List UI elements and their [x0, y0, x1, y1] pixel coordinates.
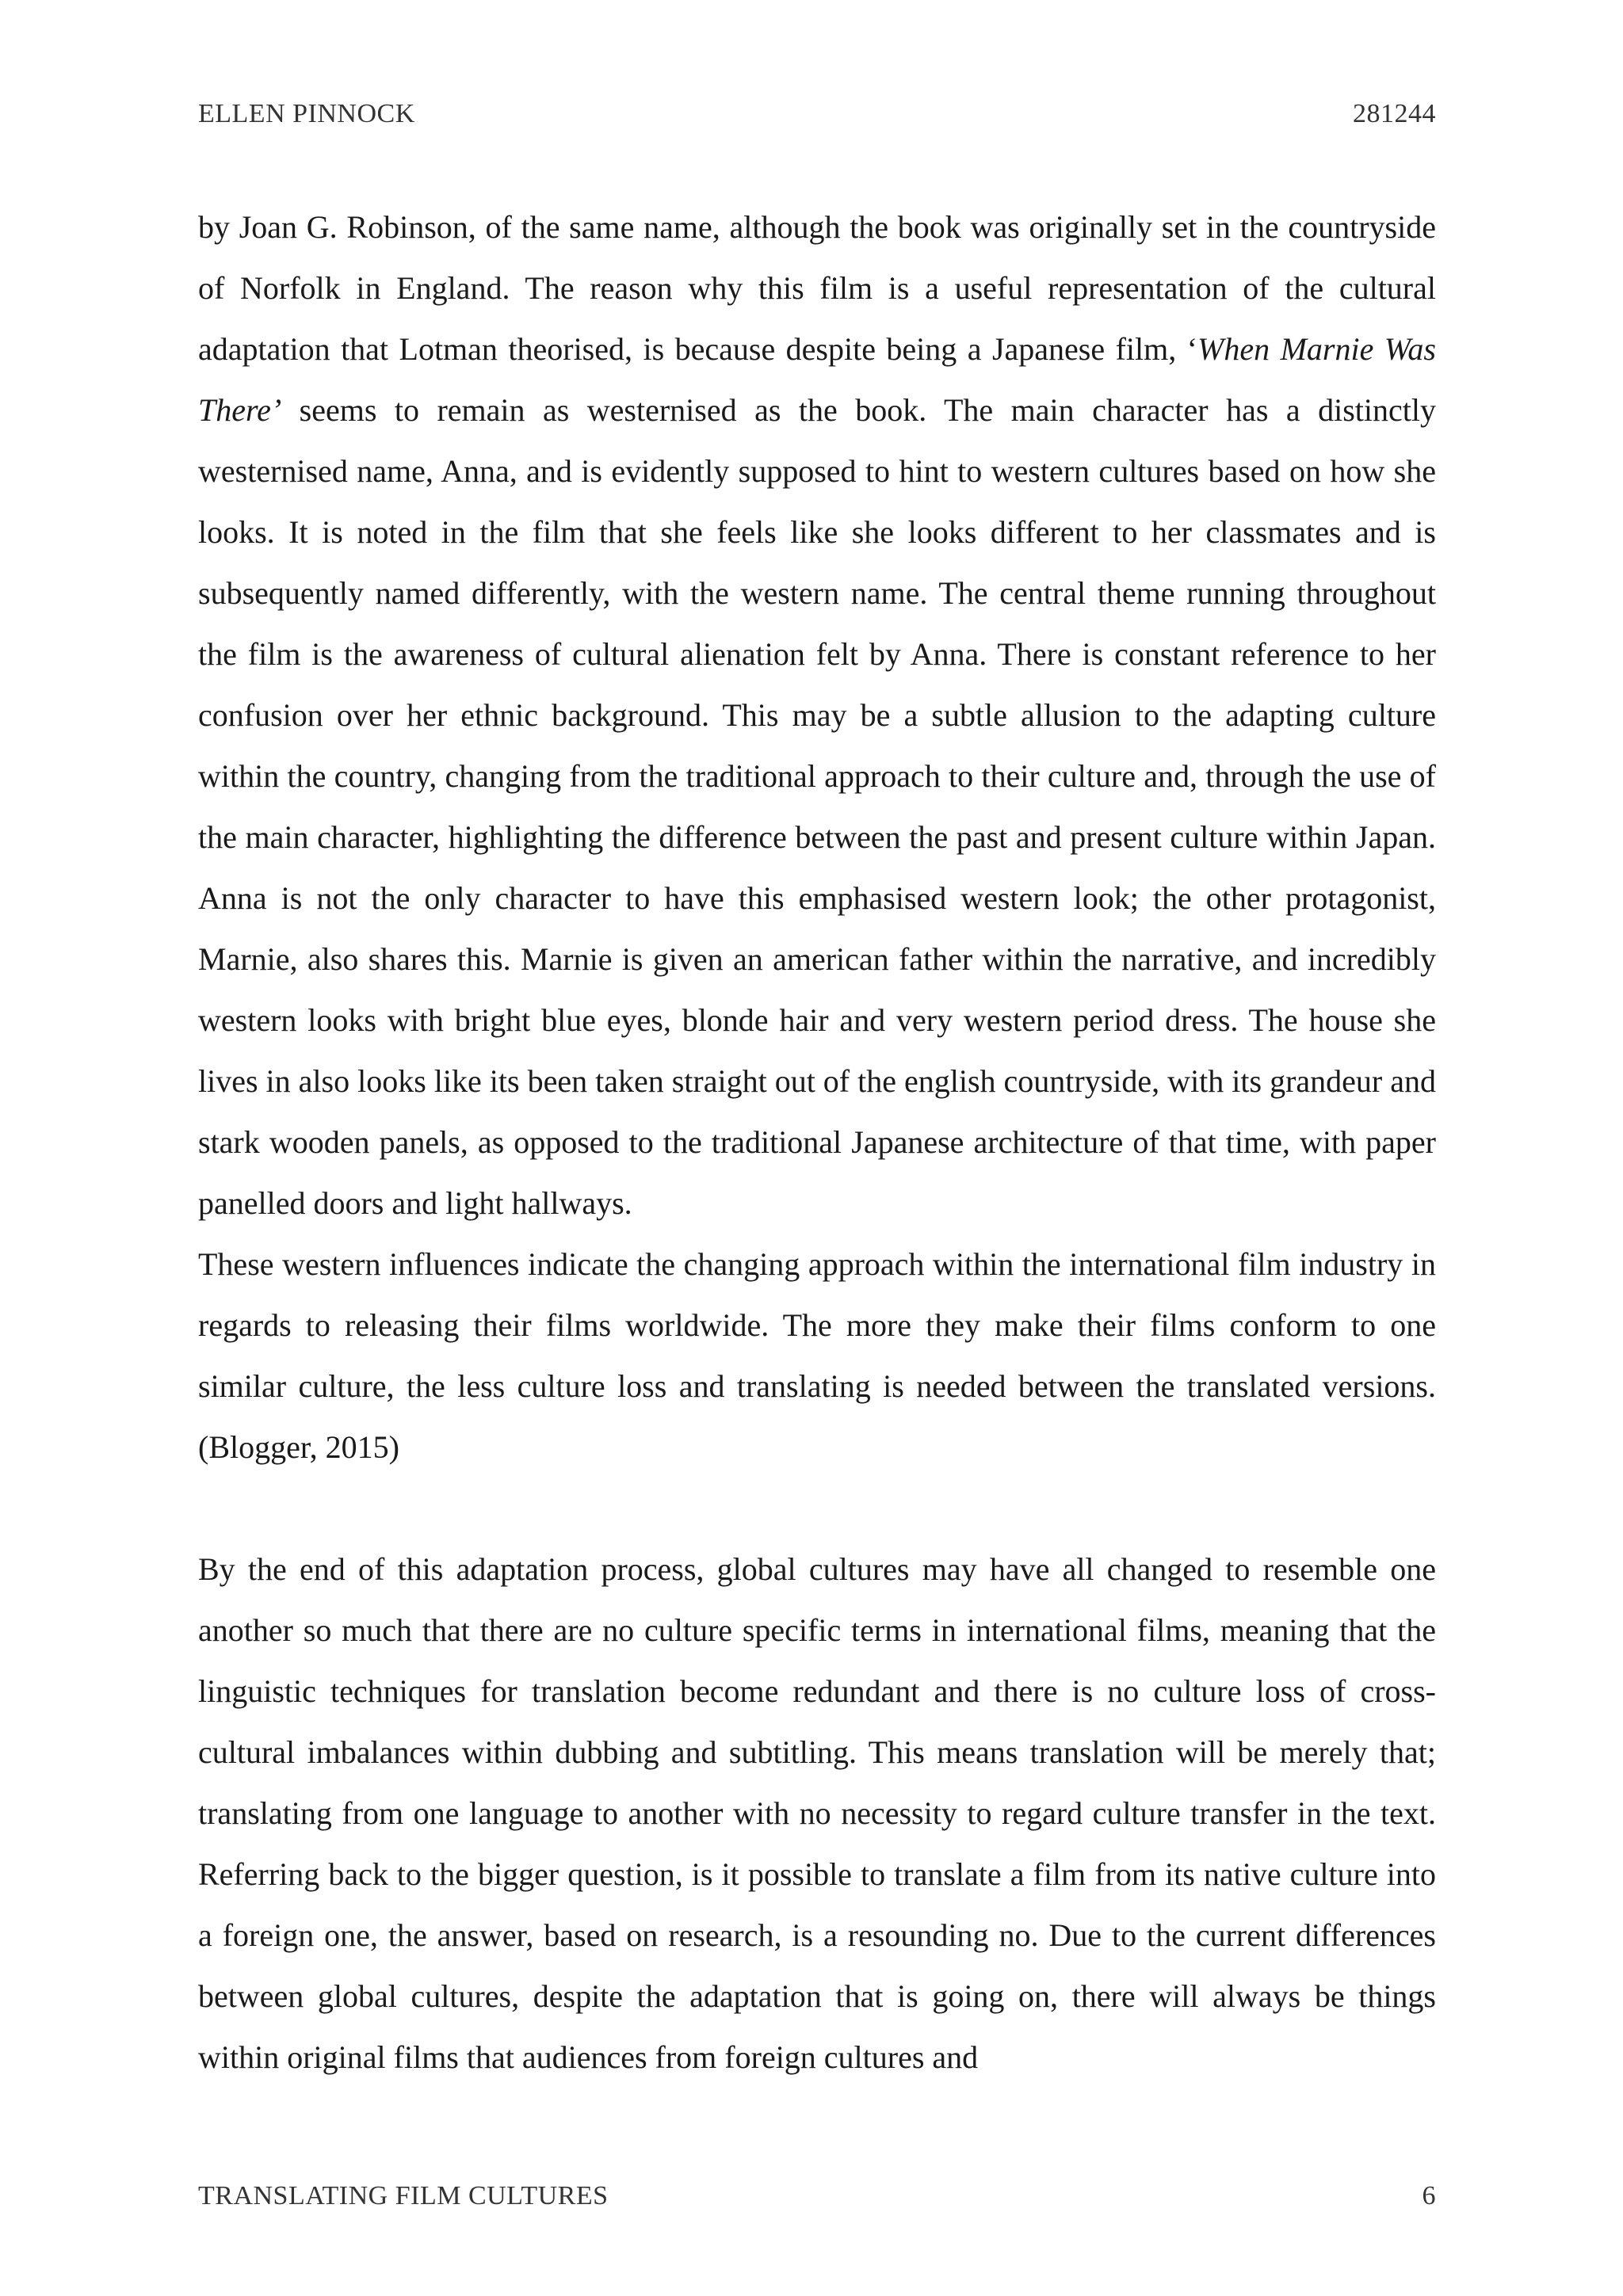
page-number: 6	[1422, 2181, 1436, 2210]
paragraph-1-part-a: by Joan G. Robinson, of the same name, although the book was originally set in the countryside of Norfolk in England. The reason why this film is a useful representation of the cultural adaptation that Lotman theorised, is because despite being a Japanese film, ‘	[198, 209, 1436, 367]
body-text	[198, 196, 1436, 2088]
paragraph-1-part-b: seems to remain as westernised as the book. The main character has a distinctly westernised name, Anna, and is evidently supposed to hint to western cultures based on how she looks. It is noted in the film that she feels like she looks different to her classmates and is subsequently named differently, with the western name. The central theme running throughout the film is the awareness of cultural alienation felt by Anna. There is constant reference to her confusion over her ethnic background. This may be a subtle allusion to the adapting culture within the country, changing from the traditional approach to their culture and, through the use of the main character, highlighting the difference between the past and present culture within Japan. Anna is not the only character to have this emphasised western look; the other protagonist, Marnie, also shares this. Marnie is given an american father within the narrative, and incredibly western looks with bright blue eyes, blonde hair and very western period dress. The house she lives in also looks like its been taken straight out of the english countryside, with its grandeur and stark wooden panels, as opposed to the traditional Japanese architecture of that time, with paper panelled doors and light hallways.	[198, 392, 1436, 1221]
paragraph-2: These western influences indicate the changing approach within the international film industry in regards to releasing their films worldwide. The more they make their films conform to one similar culture, the less culture loss and translating is needed between the translated versions. (Blogger, 2015)	[198, 1246, 1436, 1465]
paragraph-1	[198, 196, 1436, 1234]
footer-title: TRANSLATING FILM CULTURES	[198, 2181, 609, 2210]
header-author: ELLEN PINNOCK	[198, 99, 415, 128]
paragraph-3: By the end of this adaptation process, global cultures may have all changed to resemble one another so much that there are no culture specific terms in international films, meaning that the linguistic techniques for translation become redundant and there is no culture loss of cross-cultural imbalances within dubbing and subtitling. This means translation will be merely that; translating from one language to another with no necessity to regard culture transfer in the text. Referring back to the bigger question, is it possible to translate a film from its native culture into a foreign one, the answer, based on research, is a resounding no. Due to the current differences between global cultures, despite the adaptation that is going on, there will always be things within original films that audiences from foreign cultures and	[198, 1551, 1436, 2075]
header-student-id: 281244	[1353, 99, 1436, 128]
film-title: When Marnie Was There’	[198, 331, 1436, 428]
